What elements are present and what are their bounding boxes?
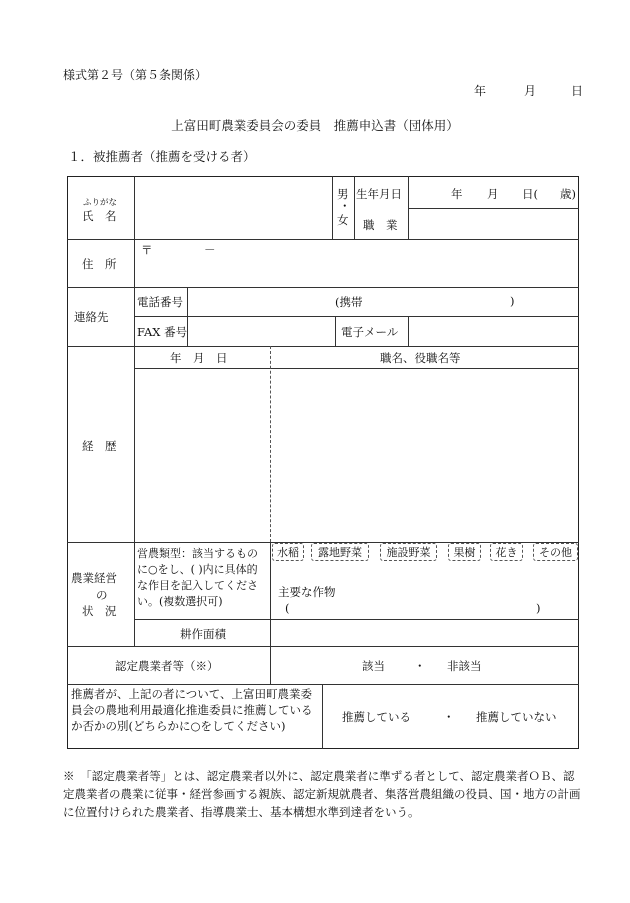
col-divider bbox=[134, 176, 135, 646]
career-title-header: 職名、役職名等 bbox=[380, 351, 461, 365]
contact-label: 連絡先 bbox=[74, 310, 109, 324]
birth-date-label: 生年月日 bbox=[356, 187, 402, 201]
row-divider bbox=[408, 208, 579, 209]
dashed-divider bbox=[270, 346, 271, 542]
furigana-label: ふりがな bbox=[83, 198, 118, 208]
form-number: 様式第２号（第５条関係） bbox=[63, 68, 208, 82]
farm-type-option[interactable]: 施設野菜 bbox=[380, 543, 437, 561]
col-divider bbox=[335, 316, 336, 346]
date-month: 月 bbox=[524, 84, 537, 98]
crops-close: ) bbox=[536, 601, 541, 615]
crops-open: ( bbox=[285, 601, 290, 615]
not-recommended-option[interactable]: 推薦していない bbox=[476, 710, 557, 724]
mobile-open: (携帯 bbox=[335, 295, 363, 309]
recommended-option[interactable]: 推薦している bbox=[342, 710, 411, 724]
col-divider bbox=[408, 176, 409, 239]
gender-female: 女 bbox=[337, 213, 349, 227]
address-label: 住 所 bbox=[82, 257, 117, 271]
farm-type-instructions: 営農類型：該当するものに○をし、( )内に具体的な作目を記入してください。(複数選択可) bbox=[137, 547, 258, 608]
farm-status-label-3: 状 況 bbox=[82, 604, 117, 618]
cultivated-area-label: 耕作面積 bbox=[180, 627, 226, 641]
date-year: 年 bbox=[474, 84, 487, 98]
col-divider bbox=[354, 176, 355, 239]
farm-status-label-2: の bbox=[96, 588, 108, 602]
career-label: 経 歴 bbox=[82, 439, 117, 453]
phone-label: 電話番号 bbox=[137, 295, 183, 309]
career-date-header: 年 月 日 bbox=[170, 351, 228, 365]
page-title: 上富田町農業委員会の委員 推薦申込書（団体用） bbox=[171, 118, 459, 133]
postal-mark: 〒 bbox=[141, 243, 153, 257]
option-separator: ・ bbox=[443, 710, 455, 724]
name-label: 氏 名 bbox=[82, 209, 117, 223]
row-divider bbox=[67, 646, 579, 647]
email-label: 電子メール bbox=[341, 325, 399, 339]
col-divider bbox=[322, 684, 323, 749]
main-crops-label: 主要な作物 bbox=[278, 585, 336, 599]
farm-status-label-1: 農業経営 bbox=[71, 571, 117, 585]
occupation-label: 職 業 bbox=[363, 218, 398, 232]
col-divider bbox=[270, 542, 271, 684]
gender-male: 男 bbox=[337, 187, 349, 201]
footnote: ※ 「認定農業者等」とは、認定農業者以外に、認定農業者に準ずる者として、認定農業者ＯＢ、認定農業者の農業に従事・経営参画する親族、認定新規就農者、集落営農組織の役員、国・地方の計画に位置付けられた農業者、指導農業士、基本構想水準到達者をいう。 bbox=[63, 769, 581, 819]
farm-type-option[interactable]: 水稲 bbox=[272, 543, 304, 561]
birth-day: 日( bbox=[522, 187, 538, 201]
row-divider bbox=[134, 368, 579, 369]
row-divider bbox=[67, 346, 579, 347]
farm-type-option[interactable]: 露地野菜 bbox=[311, 543, 369, 561]
birth-age: 歳) bbox=[560, 187, 576, 201]
section-heading: １．被推薦者（推薦を受ける者） bbox=[68, 149, 256, 164]
col-divider bbox=[187, 287, 188, 346]
fax-label: FAX 番号 bbox=[137, 325, 188, 339]
option-separator: ・ bbox=[414, 659, 426, 673]
applicable-option[interactable]: 該当 bbox=[362, 659, 385, 673]
postal-dash: － bbox=[204, 243, 216, 257]
farm-type-option[interactable]: 花き bbox=[490, 543, 523, 561]
row-divider bbox=[134, 619, 579, 620]
row-divider bbox=[67, 287, 579, 288]
not-applicable-option[interactable]: 非該当 bbox=[447, 659, 482, 673]
birth-year: 年 bbox=[451, 187, 463, 201]
col-divider bbox=[408, 316, 409, 346]
farm-type-option[interactable]: その他 bbox=[533, 543, 578, 561]
row-divider bbox=[67, 684, 579, 685]
row-divider bbox=[67, 239, 579, 240]
certified-farmer-label: 認定農業者等（※） bbox=[115, 659, 219, 673]
col-divider bbox=[332, 176, 333, 239]
date-day: 日 bbox=[571, 84, 584, 98]
birth-month: 月 bbox=[487, 187, 499, 201]
gender-dot: ・ bbox=[339, 199, 351, 213]
recommend-question: 推薦者が、上記の者について、上富田町農業委員会の農地利用最適化推進委員に推薦しているか否かの別(どちらかに○をしてください) bbox=[71, 687, 313, 733]
farm-type-option[interactable]: 果樹 bbox=[448, 543, 481, 561]
mobile-close: ) bbox=[510, 294, 515, 308]
row-divider bbox=[134, 316, 579, 317]
